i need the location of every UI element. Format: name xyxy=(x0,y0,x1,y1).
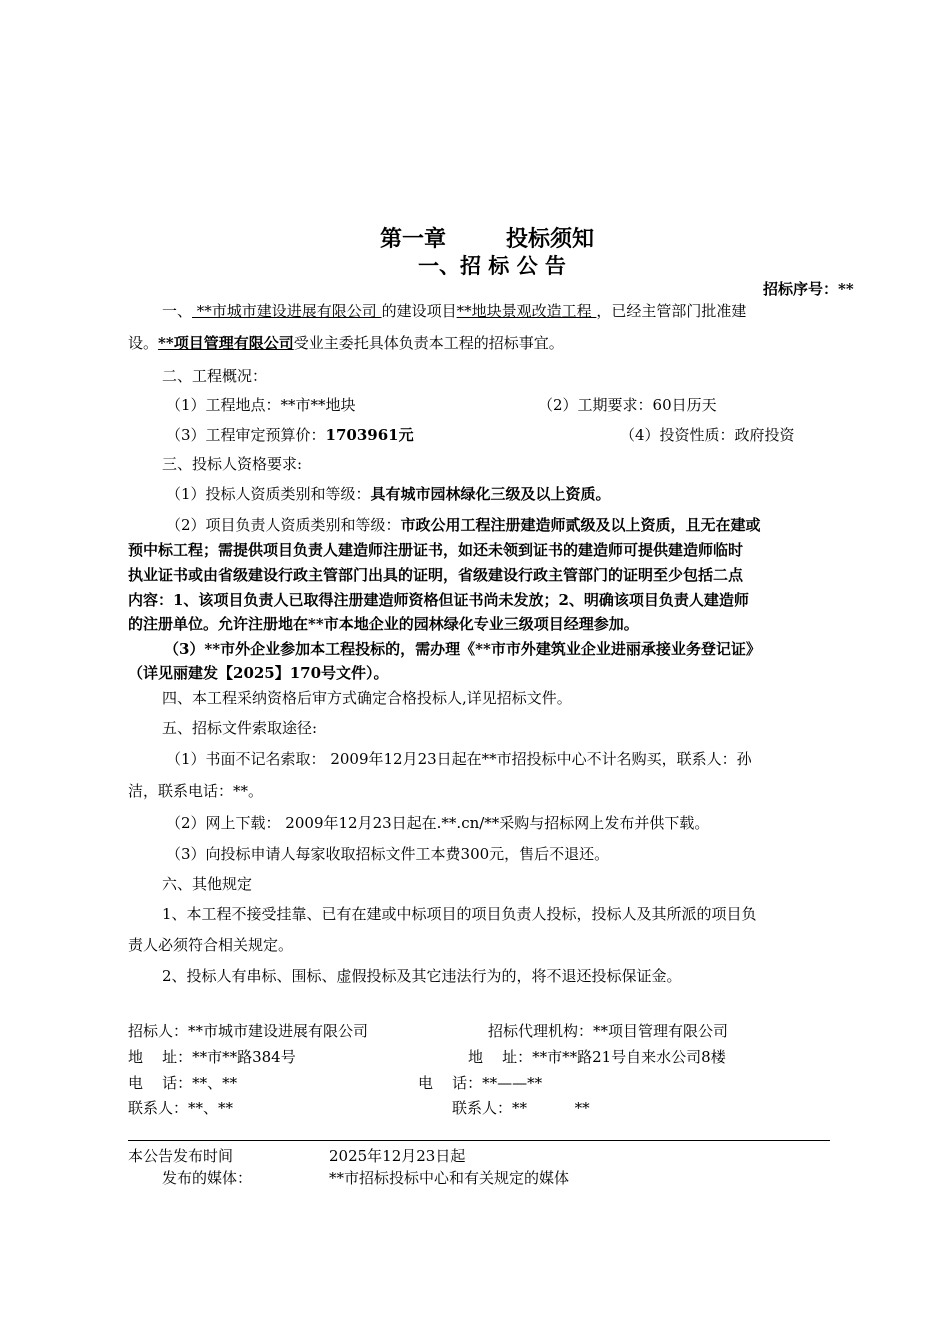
qualification-3-line-1: （3）**市外企业参加本工程投标的，需办理《**市市外建筑业企业进丽承接业务登记证》 xyxy=(164,640,761,658)
agent-name: **项目管理有限公司 xyxy=(158,334,294,352)
q2-label: （2）项目负责人资质类别和等级： xyxy=(166,516,401,534)
publish-media-value: **市招标投标中心和有关规定的媒体 xyxy=(329,1169,570,1187)
tenderer-phone: 电 话：**、** xyxy=(128,1074,238,1092)
other-heading: 六、其他规定 xyxy=(162,875,253,893)
chapter-title: 投标须知 xyxy=(506,226,595,252)
rule-1-line-1: 1、本工程不接受挂靠、已有在建或中标项目的项目负责人投标，投标人及其所派的项目负 xyxy=(162,905,757,923)
q2-line-1: 市政公用工程注册建造师贰级及以上资质，且无在建或 xyxy=(400,516,761,534)
rule-1-line-2: 责人必须符合相关规定。 xyxy=(128,936,294,954)
agency-address: 地 址：**市**路21号自来水公司8楼 xyxy=(468,1048,726,1066)
qualification-2-line-1 xyxy=(166,513,761,538)
chapter-number: 第一章 xyxy=(380,226,447,252)
overview-location: （1）工程地点：**市**地块 xyxy=(166,396,356,414)
intro-prefix: 一、 xyxy=(162,302,193,320)
qualification-3-line-2: （详见丽建发【2025】170号文件）。 xyxy=(128,664,389,682)
tenderer-name: 招标人：**市城市建设进展有限公司 xyxy=(128,1022,369,1040)
review-method: 四、本工程采纳资格后审方式确定合格投标人,详见招标文件。 xyxy=(162,689,572,707)
intro-line-1 xyxy=(162,299,746,324)
tenderer-address: 地 址：**市**路384号 xyxy=(128,1048,296,1066)
qualification-2-line-2: 预中标工程；需提供项目负责人建造师注册证书，如还未领到证书的建造师可提供建造师临时 xyxy=(128,541,744,559)
qualification-heading: 三、投标人资格要求: xyxy=(162,455,303,473)
intro-line2-suffix: 受业主委托具体负责本工程的招标事宜。 xyxy=(293,334,564,352)
overview-investment: （4）投资性质：政府投资 xyxy=(620,426,795,444)
tender-number: 招标序号：** xyxy=(763,280,854,298)
publish-time-label: 本公告发布时间 xyxy=(128,1147,234,1165)
intro-suffix: ，已经主管部门批准建 xyxy=(596,302,747,320)
rule-2: 2、投标人有串标、围标、虚假投标及其它违法行为的，将不退还投标保证金。 xyxy=(162,967,682,985)
divider-line xyxy=(128,1140,830,1141)
overview-heading: 二、工程概况： xyxy=(162,367,268,385)
overview-budget xyxy=(166,423,414,448)
intro-middle: 的建设项目 xyxy=(381,302,457,320)
intro-line2-prefix: 设。 xyxy=(128,334,159,352)
qualification-2-line-4: 内容：1、该项目负责人已取得注册建造师资格但证书尚未发放；2、明确该项目负责人建造师 xyxy=(128,591,749,609)
obtain-1-line-2: 洁，联系电话：**。 xyxy=(128,782,264,800)
budget-label: （3）工程审定预算价： xyxy=(166,426,326,444)
qualification-2-line-3: 执业证书或由省级建设行政主管部门出具的证明，省级建设行政主管部门的证明至少包括二点 xyxy=(128,566,744,584)
agency-name: 招标代理机构：**项目管理有限公司 xyxy=(488,1022,729,1040)
agency-contact: 联系人：** ** xyxy=(452,1099,590,1117)
budget-value: 1703961元 xyxy=(325,426,414,444)
q1-label: （1）投标人资质类别和等级： xyxy=(166,485,371,503)
q1-value: 具有城市园林绿化三级及以上资质。 xyxy=(370,485,611,503)
intro-line-2 xyxy=(128,331,564,356)
agency-phone: 电 话：**——** xyxy=(418,1074,543,1092)
project-name: **地块景观改造工程 xyxy=(456,302,597,320)
qualification-2-line-5: 的注册单位。允许注册地在**市本地企业的园林绿化专业三级项目经理参加。 xyxy=(128,615,639,633)
obtain-2: （2）网上下载： 2009年12月23日起在.**.cn/**采购与招标网上发布并供下载。 xyxy=(166,814,710,832)
overview-period: （2）工期要求：60日历天 xyxy=(538,396,717,414)
obtain-heading: 五、招标文件索取途径: xyxy=(162,719,318,737)
tenderer-contact: 联系人：**、** xyxy=(128,1099,234,1117)
owner-name: **市城市建设进展有限公司 xyxy=(192,302,382,320)
obtain-3: （3）向投标申请人每家收取招标文件工本费300元，售后不退还。 xyxy=(166,845,610,863)
obtain-1-line-1: （1）书面不记名索取： 2009年12月23日起在**市招投标中心不计名购买，联系人：孙 xyxy=(166,750,752,768)
section-title: 一、招 标 公 告 xyxy=(418,253,566,278)
qualification-1 xyxy=(166,482,611,507)
publish-media-label: 发布的媒体： xyxy=(162,1169,253,1187)
publish-time-value: 2025年12月23日起 xyxy=(329,1147,466,1165)
